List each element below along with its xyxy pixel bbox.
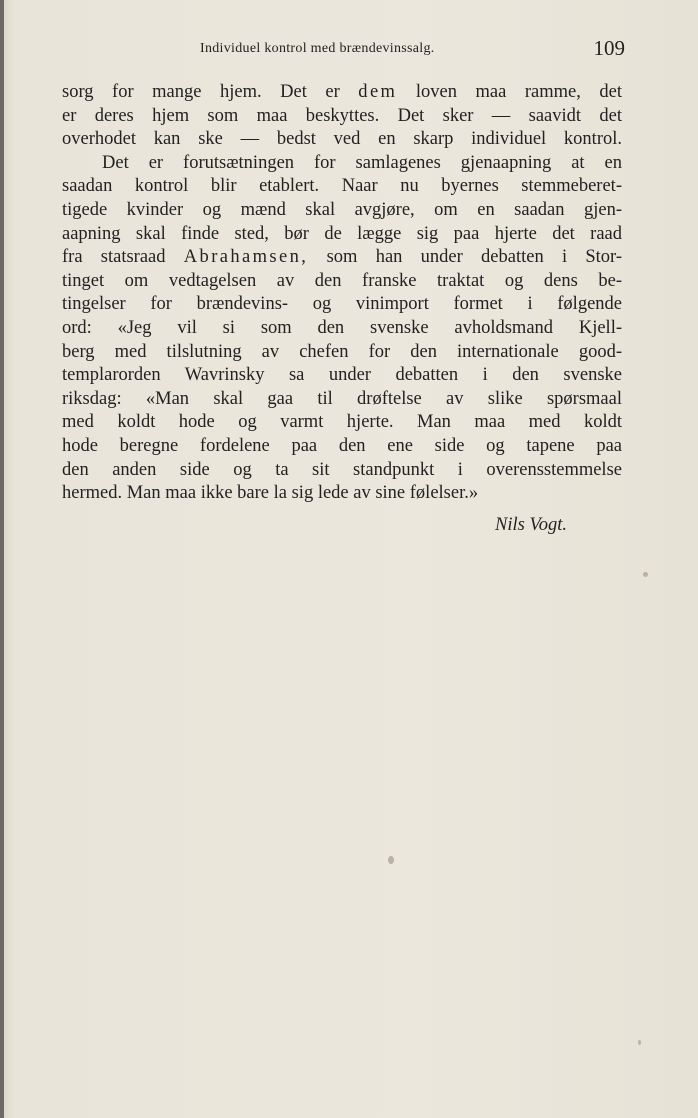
spaced-emphasis: dem	[358, 82, 398, 102]
paragraph-start-line: Det er forutsætningen for samlagenes gjenaapning at en	[102, 152, 622, 173]
text-line: ord: «Jeg vil si som den svenske avholdsmand Kjell-	[62, 317, 622, 338]
text-line: riksdag: «Man skal gaa til drøftelse av slike spørsmaal	[62, 388, 622, 409]
text-line: templarorden Wavrinsky sa under debatten i den svenske	[62, 365, 622, 386]
body-text	[62, 81, 622, 506]
book-spine-edge	[0, 0, 4, 1118]
text-line: med koldt hode og varmt hjerte. Man maa med koldt	[62, 412, 622, 433]
text-line: sorg for mange hjem. Det er dem loven maa ramme, det	[62, 82, 622, 102]
paper-speck	[643, 572, 648, 577]
text-line: hermed. Man maa ikke bare la sig lede av sine følelser.»	[62, 483, 479, 504]
text-line: berg med tilslutning av chefen for den internationale good-	[62, 341, 622, 362]
text-line: tingelser for brændevins- og vinimport formet i følgende	[62, 294, 622, 315]
text-line: tigede kvinder og mænd skal avgjøre, om en saadan gjen-	[62, 199, 622, 220]
text-line: overhodet kan ske — bedst ved en skarp individuel kontrol.	[62, 129, 622, 150]
text-line: den anden side og ta sit standpunkt i overensstemmelse	[62, 459, 622, 480]
text-line: aapning skal finde sted, bør de lægge sig paa hjerte det raad	[62, 223, 622, 244]
text-line: fra statsraad Abrahamsen, som han under debatten i Stor-	[62, 247, 623, 268]
text-line: er deres hjem som maa beskyttes. Det sker — saavidt det	[62, 105, 622, 126]
text-line: saadan kontrol blir etablert. Naar nu byernes stemmeberet-	[62, 176, 622, 197]
author-signature: Nils Vogt.	[495, 515, 567, 535]
paper-speck	[388, 856, 394, 864]
page-number: 109	[593, 36, 625, 60]
spaced-emphasis: Abrahamsen,	[183, 247, 309, 268]
running-title: Individuel kontrol med brændevinssalg.	[200, 41, 435, 56]
page-header	[200, 36, 625, 62]
text-line: hode beregne fordelene paa den ene side og tapene paa	[62, 435, 622, 456]
paper-speck	[638, 1040, 641, 1045]
text-line: tinget om vedtagelsen av den franske traktat og dens be-	[62, 270, 622, 291]
